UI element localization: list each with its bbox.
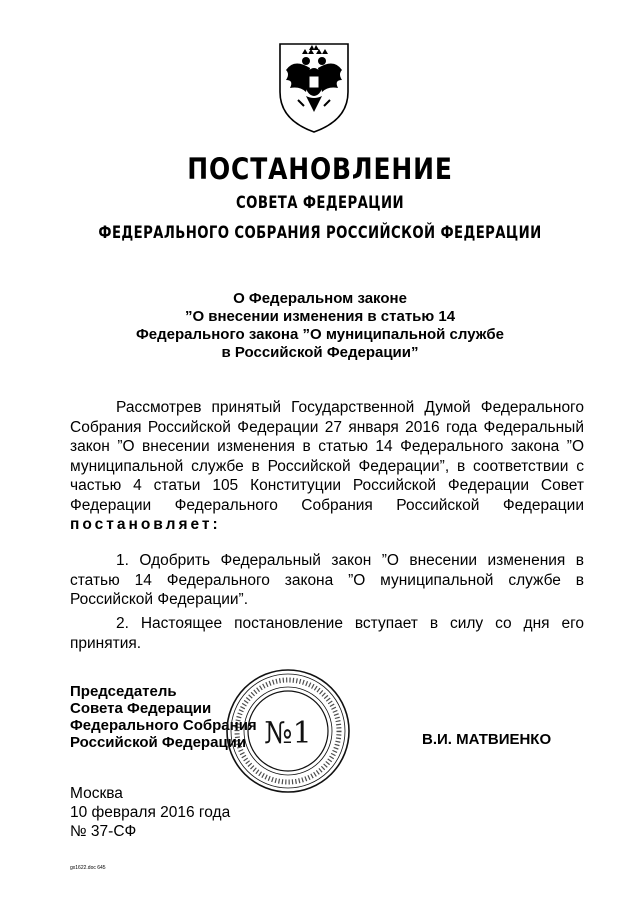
preamble-paragraph: [70, 398, 584, 535]
signatory-name: В.И. МАТВИЕНКО: [422, 731, 552, 748]
issuer-line-2: ФЕДЕРАЛЬНОГО СОБРАНИЯ РОССИЙСКОЙ ФЕДЕРАЦИИ: [98, 223, 542, 243]
adoption-date: 10 февраля 2016 года: [70, 804, 231, 821]
document-title: ПОСТАНОВЛЕНИЕ: [187, 152, 453, 186]
preamble-text: Рассмотрев принятый Государственной Думой Федерального Собрания Российской Федерации 27 января 2016 года Федеральный закон ”О внесении изменения в статью 14 Федерального закона ”О муниципальной службе в Российской Федерации”, в соответствии с частью 4 статьи 105 Конституции Российской Федерации Совет Федерации Федерального Собрания Российской Федерации: [70, 399, 584, 514]
official-seal: [224, 667, 352, 795]
signatory-line: Совета Федерации: [70, 700, 212, 717]
signatory-line: Председатель: [70, 683, 177, 700]
place-and-date: [70, 784, 230, 841]
issuer-line-1: СОВЕТА ФЕДЕРАЦИИ: [236, 193, 404, 213]
signatory-line: Российской Федерации: [70, 734, 247, 751]
resolution-item-1: 1. Одобрить Федеральный закон ”О внесении изменения в статью 14 Федерального закона ”О муниципальной службе в Российской Федерации”.: [70, 552, 584, 608]
subject-line: О Федеральном законе: [233, 290, 407, 307]
seal-number: №1: [264, 716, 312, 751]
document-subject: [0, 290, 640, 362]
coat-of-arms-icon: [276, 40, 352, 136]
subject-line: ”О внесении изменения в статью 14: [184, 308, 456, 325]
resolves-word: постановляет:: [70, 516, 221, 533]
document-number: № 37-СФ: [70, 823, 137, 840]
subject-line: в Российской Федерации”: [221, 344, 419, 361]
resolution-item-2: 2. Настоящее постановление вступает в силу со дня его принятия.: [70, 615, 584, 652]
file-code: gx1622.doc 645: [70, 865, 106, 871]
subject-line: Федерального закона ”О муниципальной службе: [135, 326, 504, 343]
city: Москва: [70, 785, 123, 802]
signatory-line: Федерального Собрания: [70, 717, 257, 734]
